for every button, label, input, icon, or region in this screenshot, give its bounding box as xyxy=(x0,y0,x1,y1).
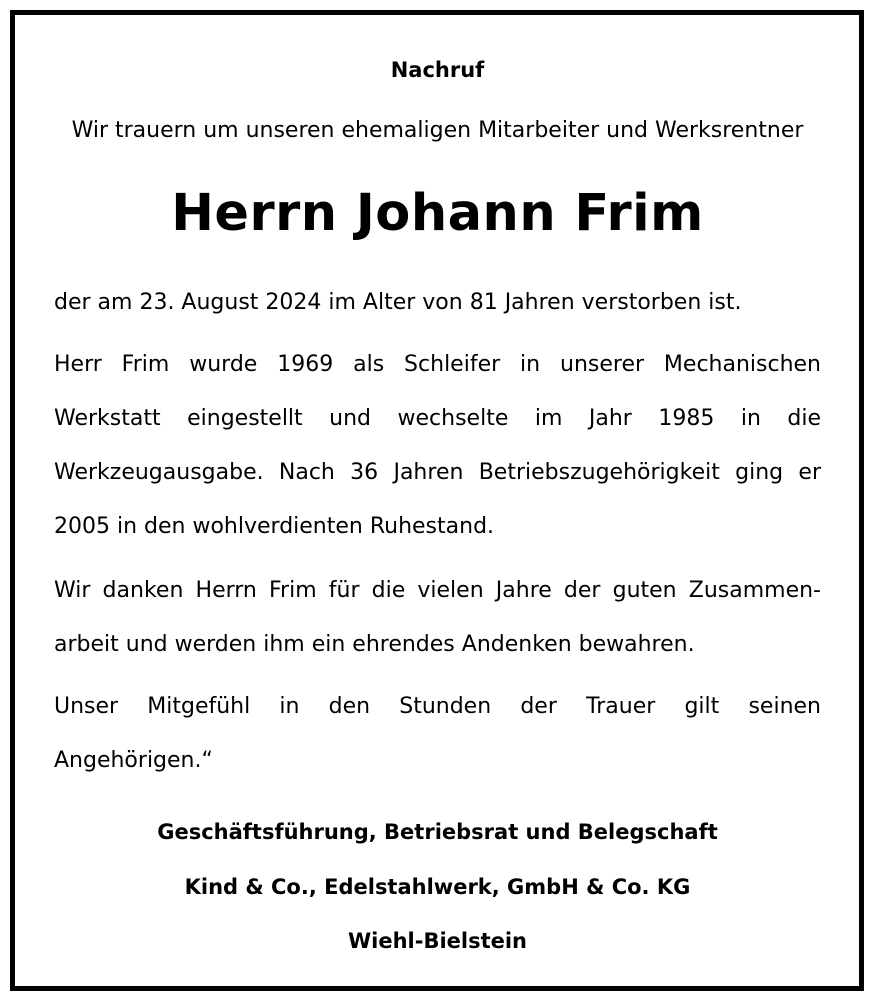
sympathy-line-1: Unser Mitgefühl in den Stunden der Trauer gilt seinen xyxy=(54,694,821,719)
heading: Nachruf xyxy=(390,58,485,82)
signature-line-1: Geschäftsführung, Betriebsrat und Belegschaft xyxy=(157,820,718,844)
death-line: der am 23. August 2024 im Alter von 81 Jahren verstorben ist. xyxy=(54,290,742,315)
thanks-line-1: Wir danken Herrn Frim für die vielen Jahre der guten Zusammen- xyxy=(54,578,821,603)
career-line-4: 2005 in den wohlverdienten Ruhestand. xyxy=(54,514,495,539)
signature-line-3: Wiehl-Bielstein xyxy=(347,929,528,953)
career-line-3: Werkzeugausgabe. Nach 36 Jahren Betriebszugehörigkeit ging er xyxy=(54,460,821,485)
thanks-line-2: arbeit und werden ihm ein ehrendes Andenken bewahren. xyxy=(54,632,695,657)
career-line-2: Werkstatt eingestellt und wechselte im Jahr 1985 in die xyxy=(54,406,821,431)
deceased-name: Herrn Johann Frim xyxy=(171,184,704,243)
intro-text: Wir trauern um unseren ehemaligen Mitarbeiter und Werksrentner xyxy=(71,118,804,143)
sympathy-line-2: Angehörigen.“ xyxy=(54,748,213,773)
signature-line-2: Kind & Co., Edelstahlwerk, GmbH & Co. KG xyxy=(184,875,691,899)
career-line-1: Herr Frim wurde 1969 als Schleifer in unserer Mechanischen xyxy=(54,352,821,377)
